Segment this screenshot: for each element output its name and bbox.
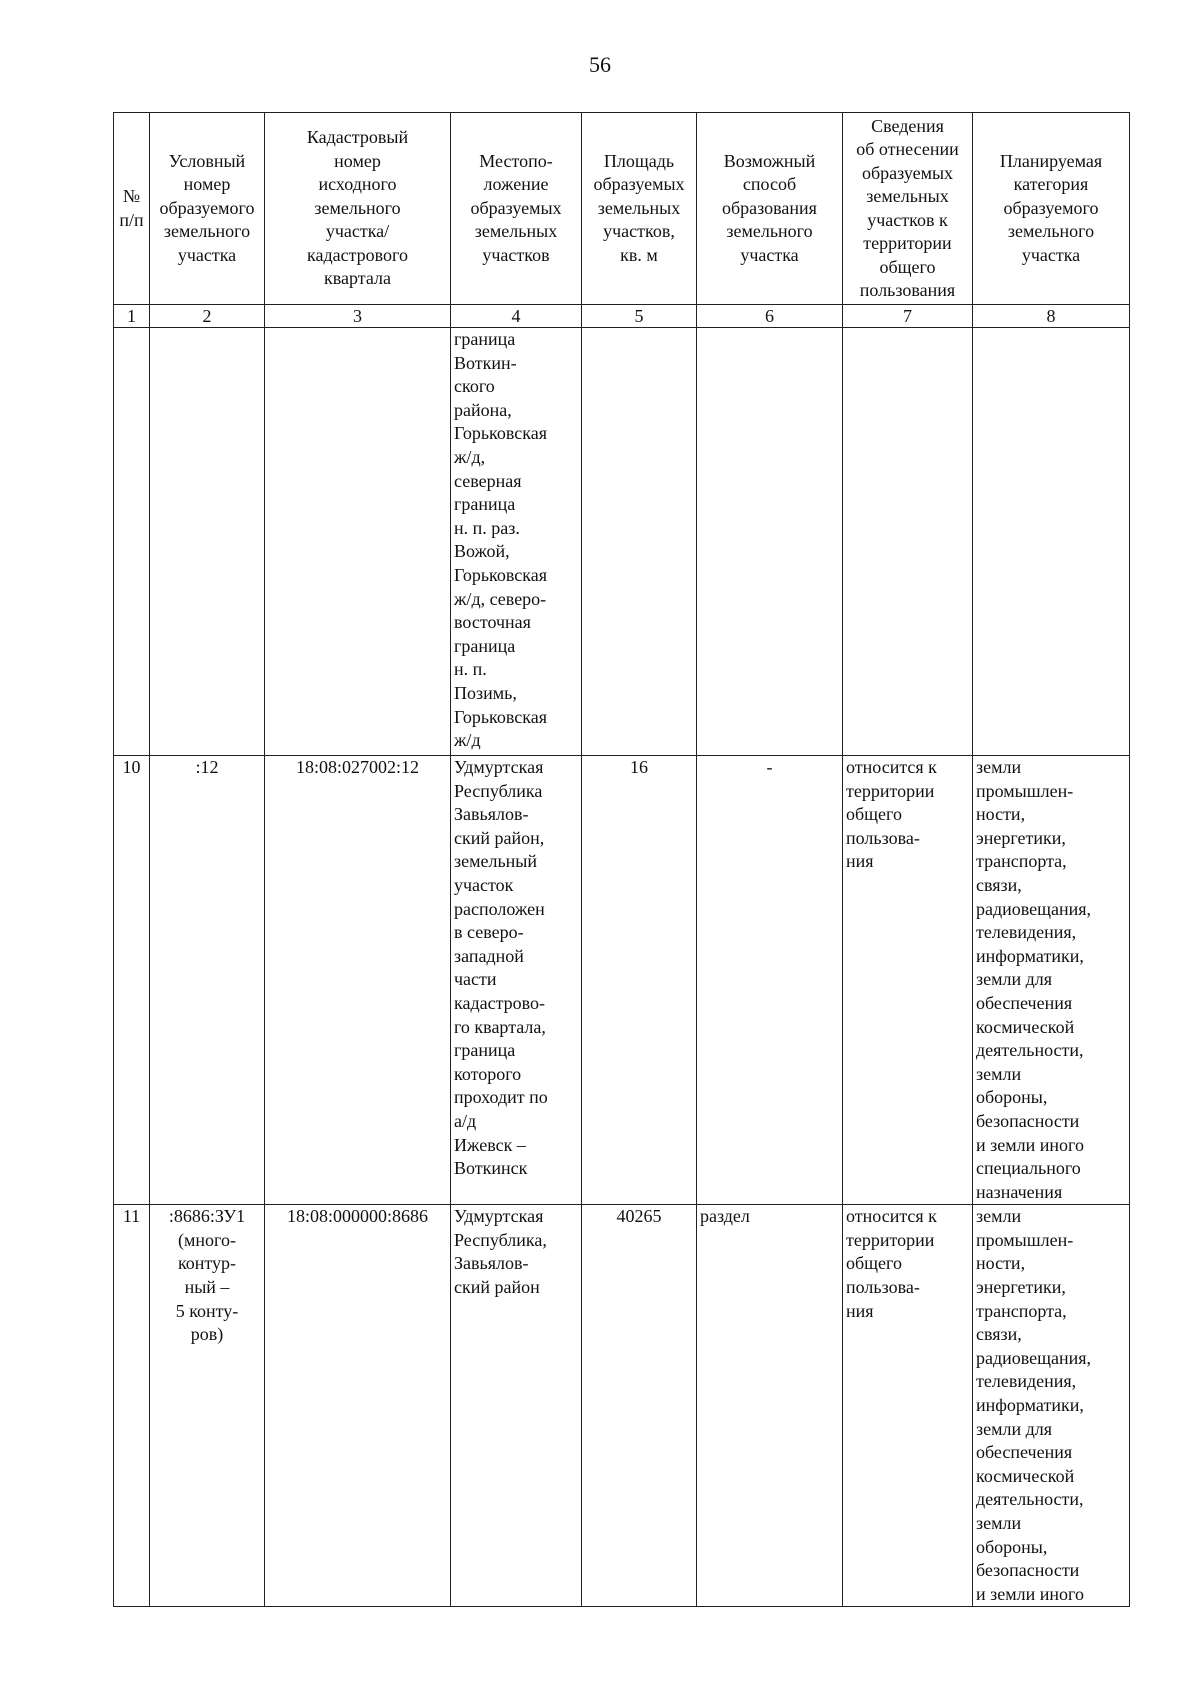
cadastral-number: 18:08:000000:8686 <box>265 1205 451 1607</box>
header-public-use: Сведения об отнесении образуемых земельных участков к территории общего пользования <box>843 113 973 305</box>
conditional-number: :12 <box>150 756 265 1205</box>
table-header <box>114 113 1130 305</box>
row-number: 11 <box>114 1205 150 1607</box>
location: граница Воткин- ского района, Горьковская ж/д, северная граница н. п. раз. Вожой, Горьковская ж/д, северо- восточная граница н. п. Позимь, Горьковская ж/д <box>451 328 582 756</box>
public-use-info: относится к территории общего пользова- ния <box>843 1205 973 1607</box>
conditional-number: :8686:ЗУ1 (много- контур- ный – 5 конту- ров) <box>150 1205 265 1607</box>
location: Удмуртская Республика Завьялов- ский район, земельный участок расположен в северо- западной части кадастрово- го квартала, граница которого проходит по а/д Ижевск – Воткинск <box>451 756 582 1205</box>
header-conditional-number: Условный номер образуемого земельного участка <box>150 113 265 305</box>
cadastral-number: 18:08:027002:12 <box>265 756 451 1205</box>
location: Удмуртская Республика, Завьялов- ский район <box>451 1205 582 1607</box>
header-number: № п/п <box>114 113 150 305</box>
row-number: 10 <box>114 756 150 1205</box>
column-number: 8 <box>973 305 1130 328</box>
column-number: 7 <box>843 305 973 328</box>
table-row <box>114 756 1130 1205</box>
header-location: Местопо- ложение образуемых земельных участков <box>451 113 582 305</box>
formation-method <box>697 328 843 756</box>
column-number: 1 <box>114 305 150 328</box>
area: 40265 <box>582 1205 697 1607</box>
column-number-row <box>114 305 1130 328</box>
table-row <box>114 328 1130 756</box>
public-use-info <box>843 328 973 756</box>
area <box>582 328 697 756</box>
formation-method: - <box>697 756 843 1205</box>
header-method: Возможный способ образования земельного участка <box>697 113 843 305</box>
land-plots-table <box>113 112 1130 1607</box>
header-area: Площадь образуемых земельных участков, кв. м <box>582 113 697 305</box>
conditional-number <box>150 328 265 756</box>
public-use-info: относится к территории общего пользова- ния <box>843 756 973 1205</box>
row-number <box>114 328 150 756</box>
column-number: 4 <box>451 305 582 328</box>
page-number: 56 <box>589 52 611 77</box>
column-number: 5 <box>582 305 697 328</box>
header-cadastral-number: Кадастровый номер исходного земельного участка/ кадастрового квартала <box>265 113 451 305</box>
planned-category: земли промышлен- ности, энергетики, транспорта, связи, радиовещания, телевидения, информатики, земли для обеспечения космической деятельности, земли обороны, безопасности и земли иного специального назначения <box>973 756 1130 1205</box>
planned-category <box>973 328 1130 756</box>
table-row <box>114 1205 1130 1607</box>
area: 16 <box>582 756 697 1205</box>
planned-category: земли промышлен- ности, энергетики, транспорта, связи, радиовещания, телевидения, информатики, земли для обеспечения космической деятельности, земли обороны, безопасности и земли иного <box>973 1205 1130 1607</box>
formation-method: раздел <box>697 1205 843 1607</box>
column-number: 3 <box>265 305 451 328</box>
column-number: 6 <box>697 305 843 328</box>
cadastral-number <box>265 328 451 756</box>
header-category: Планируемая категория образуемого земельного участка <box>973 113 1130 305</box>
column-number: 2 <box>150 305 265 328</box>
